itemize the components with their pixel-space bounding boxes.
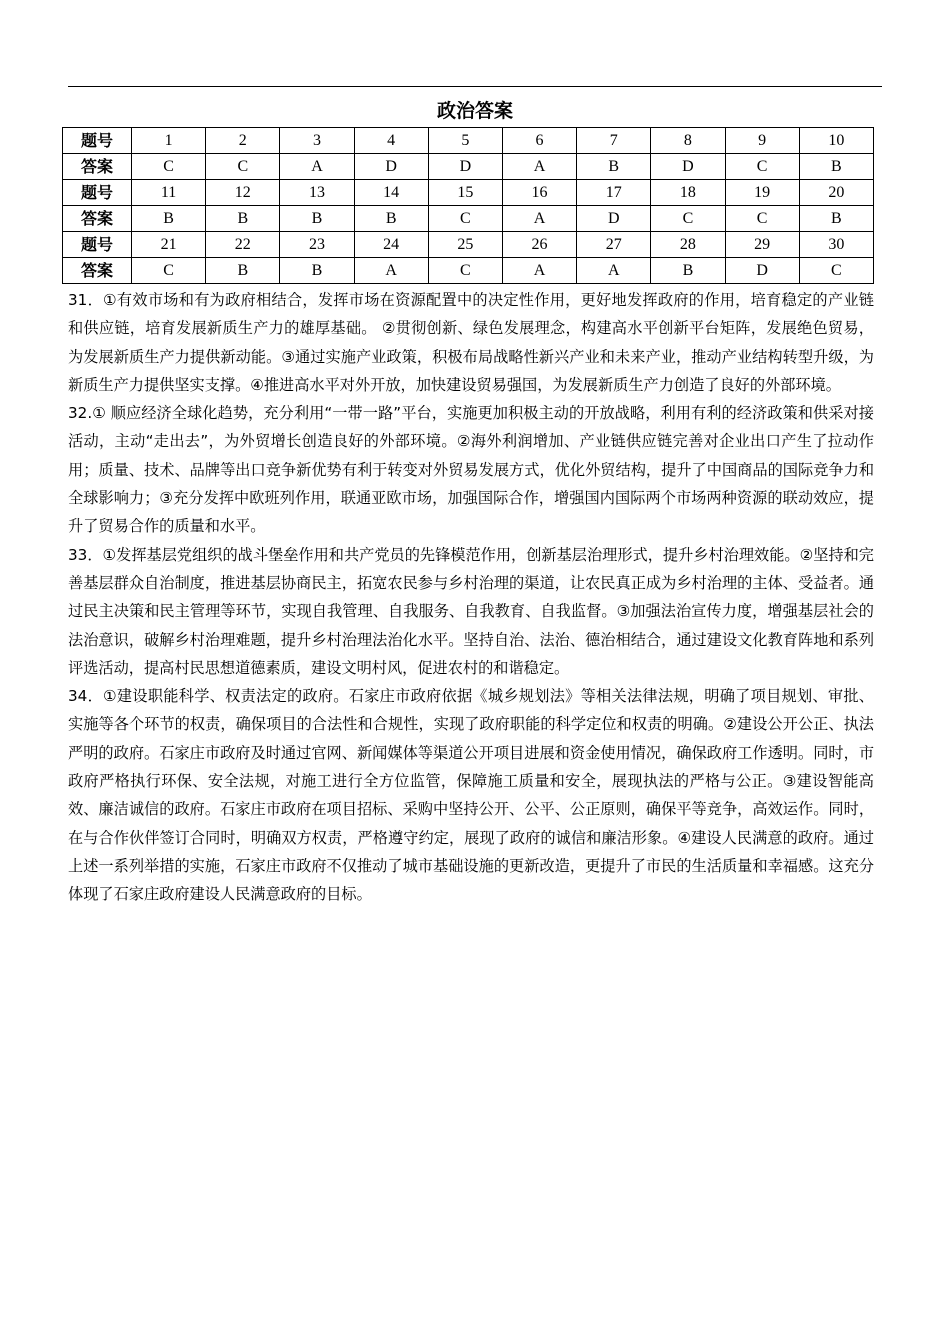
- row-header-answer: 答案: [63, 206, 132, 232]
- answer-cell: C: [428, 206, 502, 232]
- essay-answers: [68, 286, 874, 909]
- table-row-numbers-1: [63, 128, 874, 154]
- answer-cell: D: [725, 258, 799, 284]
- answer-cell: C: [799, 258, 873, 284]
- row-header-number: 题号: [63, 180, 132, 206]
- question-number: 29: [725, 232, 799, 258]
- answer-cell: C: [725, 154, 799, 180]
- question-number: 17: [577, 180, 651, 206]
- answer-paragraph-33: 33．①发挥基层党组织的战斗堡垒作用和共产党员的先锋模范作用，创新基层治理形式，提升乡村治理效能。②坚持和完善基层群众自治制度，推进基层协商民主，拓宽农民参与乡村治理的渠道，让农民真正成为乡村治理的主体、受益者。通过民主决策和民主管理等环节，实现自我管理、自我服务、自我教育、自我监督。③加强法治宣传力度，增强基层社会的法治意识，破解乡村治理难题，提升乡村治理法治化水平。坚持自治、法治、德治相结合，通过建设文化教育阵地和系列评选活动，提高村民思想道德素质，建设文明村风，促进农村的和谐稳定。: [68, 545, 874, 677]
- table-row-answers-1: [63, 154, 874, 180]
- row-header-number: 题号: [63, 128, 132, 154]
- question-number: 13: [280, 180, 354, 206]
- question-number: 19: [725, 180, 799, 206]
- question-number: 11: [132, 180, 206, 206]
- question-number: 4: [354, 128, 428, 154]
- answer-cell: C: [651, 206, 725, 232]
- answer-cell: B: [132, 206, 206, 232]
- question-number: 16: [502, 180, 576, 206]
- answer-cell: A: [502, 258, 576, 284]
- question-number: 2: [206, 128, 280, 154]
- question-number: 28: [651, 232, 725, 258]
- page-title: 政治答案: [436, 100, 513, 122]
- answer-cell: B: [206, 206, 280, 232]
- question-number: 26: [502, 232, 576, 258]
- question-number: 3: [280, 128, 354, 154]
- question-number: 27: [577, 232, 651, 258]
- answer-cell: B: [354, 206, 428, 232]
- answer-cell: A: [502, 154, 576, 180]
- question-number: 9: [725, 128, 799, 154]
- question-number: 24: [354, 232, 428, 258]
- question-number: 22: [206, 232, 280, 258]
- answer-table: [62, 127, 874, 284]
- table-row-answers-2: [63, 206, 874, 232]
- row-header-answer: 答案: [63, 154, 132, 180]
- answer-cell: B: [651, 258, 725, 284]
- row-header-number: 题号: [63, 232, 132, 258]
- question-number: 18: [651, 180, 725, 206]
- answer-cell: D: [354, 154, 428, 180]
- question-number: 21: [132, 232, 206, 258]
- answer-paragraph-31: 31．①有效市场和有为政府相结合，发挥市场在资源配置中的决定性作用，更好地发挥政府的作用，培育稳定的产业链和供应链，培育发展新质生产力的雄厚基础。 ②贯彻创新、绿色发展理念，构建高水平创新平台矩阵，发展绝色贸易，为发展新质生产力提供新动能。③通过实施产业政策，积极布局战略性新兴产业和未来产业，推动产业结构转型升级，为新质生产力提供坚实支撑。④推进高水平对外开放，加快建设贸易强国，为发展新质生产力创造了良好的外部环境。: [68, 291, 874, 394]
- question-number: 25: [428, 232, 502, 258]
- question-number: 12: [206, 180, 280, 206]
- answer-cell: B: [280, 258, 354, 284]
- answer-cell: B: [799, 206, 873, 232]
- answer-paragraph-34: 34．①建设职能科学、权责法定的政府。石家庄市政府依据《城乡规划法》等相关法律法规，明确了项目规划、审批、实施等各个环节的权责，确保项目的合法性和合规性，实现了政府职能的科学定位和权责的明确。②建设公开公正、执法严明的政府。石家庄市政府及时通过官网、新闻媒体等渠道公开项目进展和资金使用情况，确保政府工作透明。同时，市政府严格执行环保、安全法规，对施工进行全方位监管，保障施工质量和安全，展现执法的严格与公正。③建设智能高效、廉洁诚信的政府。石家庄市政府在项目招标、采购中坚持公开、公平、公正原则，确保平等竞争，高效运作。同时，在与合作伙伴签订合同时，明确双方权责，严格遵守约定，展现了政府的诚信和廉洁形象。④建设人民满意的政府。通过上述一系列举措的实施，石家庄市政府不仅推动了城市基础设施的更新改造，更提升了市民的生活质量和幸福感。这充分体现了石家庄政府建设人民满意政府的目标。: [68, 687, 874, 904]
- table-row-numbers-3: [63, 232, 874, 258]
- answer-cell: A: [502, 206, 576, 232]
- question-number: 20: [799, 180, 873, 206]
- question-number: 10: [799, 128, 873, 154]
- question-number: 7: [577, 128, 651, 154]
- answer-cell: D: [651, 154, 725, 180]
- question-number: 15: [428, 180, 502, 206]
- answer-cell: D: [577, 206, 651, 232]
- answer-cell: D: [428, 154, 502, 180]
- answer-cell: A: [280, 154, 354, 180]
- answer-cell: B: [577, 154, 651, 180]
- answer-cell: A: [577, 258, 651, 284]
- answer-cell: C: [132, 154, 206, 180]
- answer-cell: C: [206, 154, 280, 180]
- question-number: 14: [354, 180, 428, 206]
- row-header-answer: 答案: [63, 258, 132, 284]
- answer-cell: C: [725, 206, 799, 232]
- table-row-numbers-2: [63, 180, 874, 206]
- question-number: 8: [651, 128, 725, 154]
- question-number: 23: [280, 232, 354, 258]
- answer-cell: B: [280, 206, 354, 232]
- header-rule: [68, 86, 882, 87]
- answer-cell: B: [799, 154, 873, 180]
- table-row-answers-3: [63, 258, 874, 284]
- question-number: 1: [132, 128, 206, 154]
- question-number: 6: [502, 128, 576, 154]
- question-number: 5: [428, 128, 502, 154]
- answer-cell: C: [428, 258, 502, 284]
- answer-paragraph-32: 32.① 顺应经济全球化趋势，充分利用“一带一路”平台，实施更加积极主动的开放战略，利用有利的经济政策和供采对接活动，主动“走出去”，为外贸增长创造良好的外部环境。②海外利润增加、产业链供应链完善对企业出口产生了拉动作用；质量、技术、品牌等出口竞争新优势有利于转变对外贸易发展方式，优化外贸结构，提升了中国商品的国际竞争力和全球影响力；③充分发挥中欧班列作用，联通亚欧市场，加强国际合作，增强国内国际两个市场两种资源的联动效应，提升了贸易合作的质量和水平。: [68, 404, 874, 536]
- answer-cell: A: [354, 258, 428, 284]
- answer-cell: B: [206, 258, 280, 284]
- question-number: 30: [799, 232, 873, 258]
- answer-cell: C: [132, 258, 206, 284]
